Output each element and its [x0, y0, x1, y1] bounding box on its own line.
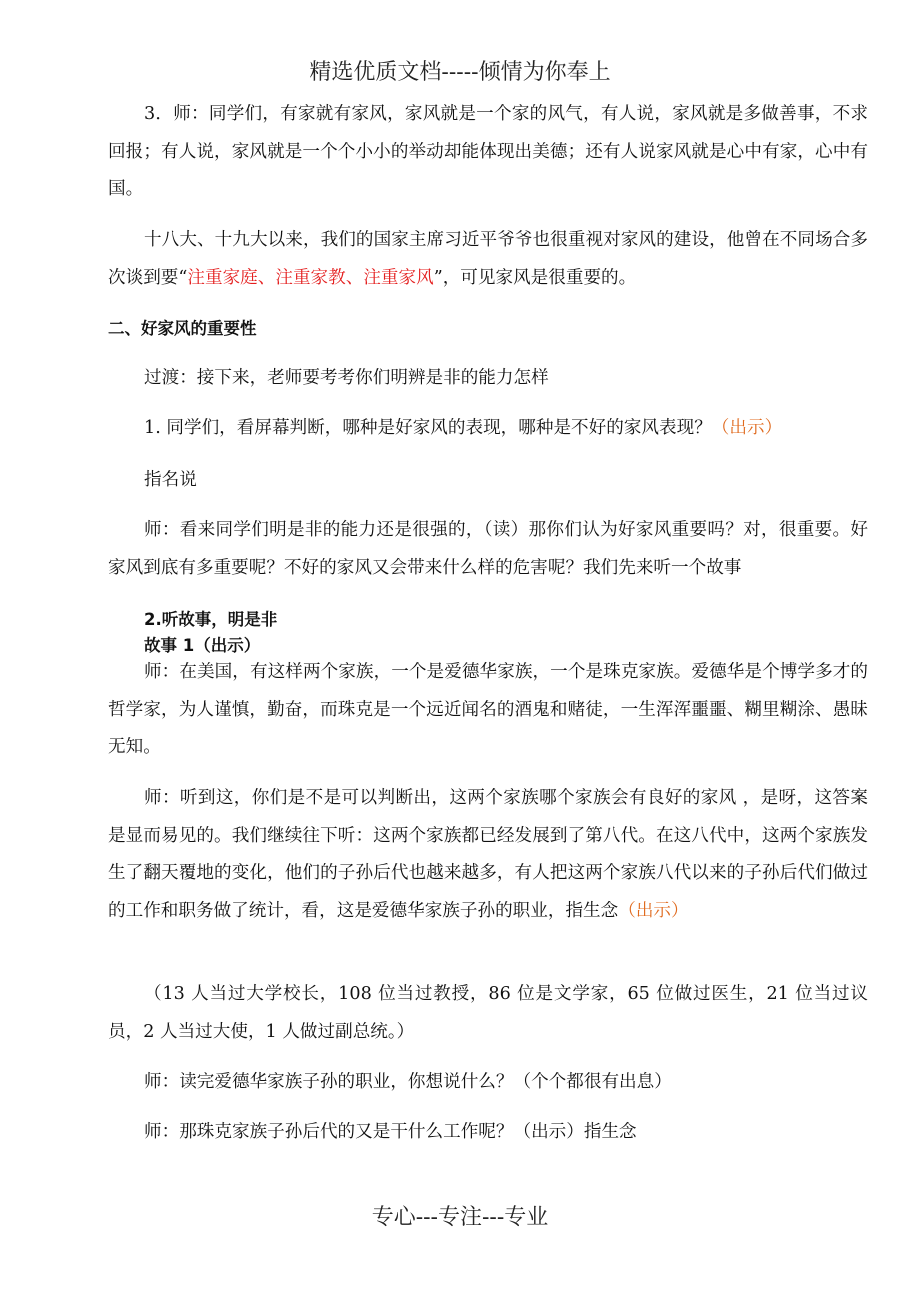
story-1-title: 故事 1（出示） [144, 636, 261, 655]
page-footer: 专心---专注---专业 [371, 1205, 549, 1230]
subheading-story: 2.听故事，明是非 [144, 610, 278, 629]
page-header: 精选优质文档-----倾情为你奉上 [309, 60, 611, 85]
paragraph-story: 师：在美国，有这样两个家族，一个是爱德华家族，一个是珠克家族。爱德华是个博学多才的哲学家，为人谨慎，勤奋，而珠克是一个远近闻名的酒鬼和赌徒，一生浑浑噩噩、糊里糊涂、愚昧无知。 [108, 662, 868, 757]
call-on-student: 指名说 [144, 470, 197, 490]
paragraph-zhuke: 师：那珠克家族子孙后代的又是干什么工作呢？（出示）指生念 [144, 1122, 637, 1142]
transition-text: 过渡：接下来，老师要考考你们明辨是非的能力怎样 [144, 368, 549, 388]
paragraph-stats: （13 人当过大学校长，108 位当过教授，86 位是文学家，65 位做过医生，21 位当过议员，2 人当过大使，1 人做过副总统。） [108, 984, 868, 1042]
paragraph-eighteenth-congress [108, 222, 868, 297]
highlighted-quote: 注重家庭、注重家教、注重家风 [187, 267, 434, 288]
question-1 [108, 410, 868, 448]
paragraph-text: 师：听到这，你们是不是可以判断出，这两个家族哪个家族会有良好的家风 ，是呀，这答案是显而易见的。我们继续往下听：这两个家族都已经发展到了第八代。在这八代中，这两个家族发生了翻天覆地的变化，他们的子孙后代也越来越多，有人把这两个家族八代以来的子孙后代们做过的工作和职务做了统计，看，这是爱德华家族子孙的职业，指生念 [108, 788, 868, 921]
paragraph-text: 十八大、十九大以来，我们的国家主席习近平爷爷也很重视对家风的建设，他曾在不同场合多次谈到要“ [108, 230, 868, 288]
paragraph-read: 师：读完爱德华家族子孙的职业，你想说什么？（个个都很有出息） [144, 1072, 672, 1092]
question-text: 1. 同学们，看屏幕判断，哪种是好家风的表现，哪种是不好的家风表现？ [144, 418, 712, 438]
show-note: （出示） [711, 418, 783, 438]
paragraph-listen [108, 780, 868, 930]
section-heading: 二、好家风的重要性 [108, 319, 257, 338]
paragraph-3-teacher: 3．师：同学们，有家就有家风，家风就是一个家的风气，有人说，家风就是多做善事，不求回报；有人说，家风就是一个个小小的举动却能体现出美德；还有人说家风就是心中有家，心中有国。 [108, 104, 868, 199]
show-note: （出示） [618, 900, 689, 921]
paragraph-text: ”，可见家风是很重要的。 [433, 267, 637, 288]
paragraph-teacher-importance: 师：看来同学们明是非的能力还是很强的，（读）那你们认为好家风重要吗？对，很重要。好家风到底有多重要呢？不好的家风又会带来什么样的危害呢？我们先来听一个故事 [108, 520, 868, 578]
